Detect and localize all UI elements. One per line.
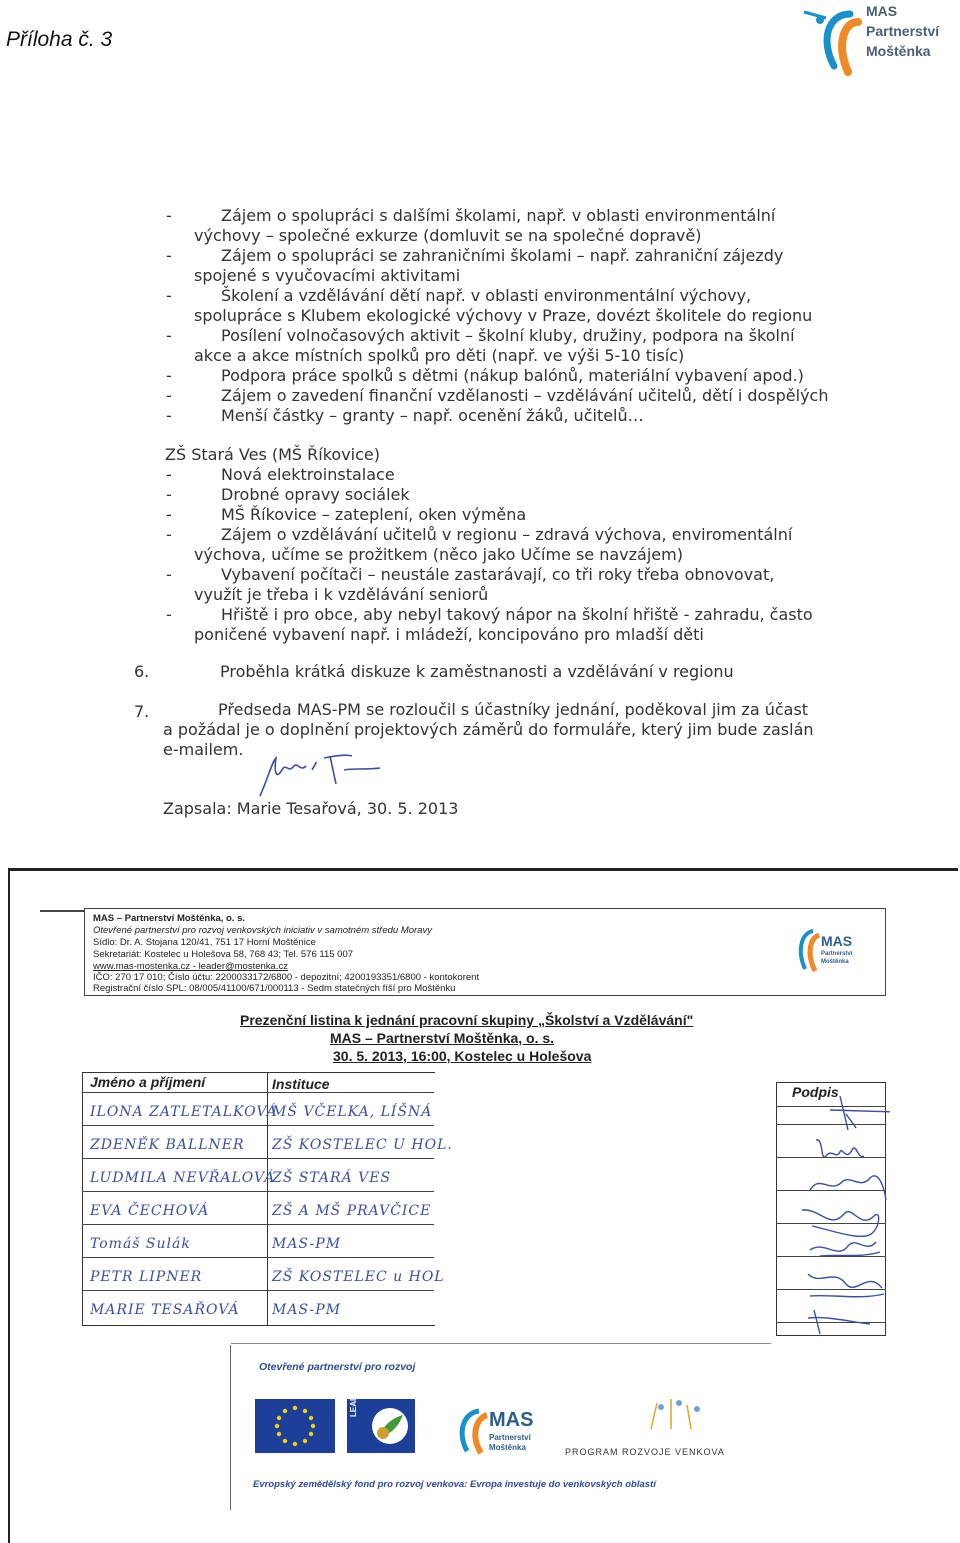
bullet-dash: - — [166, 525, 172, 544]
minutes-line-a: výchovy – společné exkurze (domluvit se na společné dopravě) — [194, 226, 702, 245]
item6-number: 6. — [134, 662, 150, 681]
logo-line1: MAS — [866, 3, 898, 19]
bullet-dash: - — [166, 605, 172, 624]
footer-top-line — [231, 1343, 771, 1344]
leader-emblem-icon — [369, 1405, 411, 1447]
organization-header — [84, 908, 886, 996]
org-ico: IČO: 270 17 010; Číslo účtu: 2200033172/6800 - depozitní; 4200193351/6800 - kontokorent — [93, 972, 480, 983]
row-name: LUDMILA NEVŘALOVÁ — [90, 1170, 276, 1186]
table-row-line — [82, 1224, 434, 1225]
item7-number: 7. — [134, 702, 150, 721]
sheet-mas-logo — [791, 923, 877, 979]
minutes-line-b: Drobné opravy sociálek — [221, 485, 410, 504]
bullet-dash: - — [166, 206, 172, 225]
sheet-logo-line2: Partnerství — [821, 951, 853, 957]
table-row-line — [82, 1257, 434, 1258]
footer-motto: Otevřené partnerství pro rozvoj — [259, 1361, 416, 1373]
mas-logo — [800, 0, 950, 80]
org-registration: Registrační číslo SPL: 08/005/41100/671/000113 - Sedm statečných fíší pro Moštěnku — [93, 983, 456, 994]
bullet-dash: - — [166, 465, 172, 484]
row-name: Tomáš Sulák — [90, 1236, 191, 1252]
bullet-dash: - — [166, 286, 172, 305]
row-institution: MŠ VČELKA, LÍŠNÁ — [272, 1104, 433, 1120]
minutes-line-b: využít je třeba i k vzdělávání seniorů — [194, 585, 489, 604]
sheet-logo-line1: MAS — [821, 933, 853, 949]
minutes-line-a: Školení a vzdělávání dětí např. v oblasti environmentální výchovy, — [221, 286, 752, 305]
leader-text: LEADER — [349, 1384, 358, 1417]
row-name: EVA ČECHOVÁ — [90, 1203, 210, 1219]
footer-mas-icon — [449, 1405, 489, 1455]
footer-mas-logo — [449, 1405, 559, 1455]
minutes-line-b: MŠ Říkovice – zateplení, oken výměna — [221, 505, 527, 524]
footer-fund: Evropský zemědělský fond pro rozvoj venkova: Evropa investuje do venkovských oblastí — [253, 1479, 656, 1490]
row-institution: ZŠ A MŠ PRAVČICE — [272, 1203, 432, 1219]
program-emblem-icon — [621, 1393, 731, 1433]
minutes-line-a: Posílení volnočasových aktivit – školní kluby, družiny, podpora na školní — [221, 326, 795, 345]
table-row-line — [82, 1125, 434, 1126]
sheet-logo-line3: Moštěnka — [821, 959, 849, 965]
org-seat: Sídlo: Dr. A. Stojana 120/41, 751 17 Horní Moštěnice — [93, 937, 316, 948]
col-name: Jméno a příjmení — [90, 1074, 206, 1090]
bullet-dash: - — [166, 366, 172, 385]
minutes-line-b: Hřiště i pro obce, aby nebyl takový nápor na školní hřiště - zahradu, často — [221, 605, 813, 624]
minutes-line-a: Menší částky – granty – např. ocenění žáků, učitelů… — [221, 406, 644, 425]
minutes-line-a: Zájem o zavedení finanční vzdělanosti – vzdělávání učitelů, dětí i dospělých — [221, 386, 829, 405]
minutes-line-b: Zájem o vzdělávání učitelů v regionu – zdravá výchova, enviromentální — [221, 525, 793, 544]
program-label: PROGRAM ROZVOJE VENKOVA — [565, 1447, 725, 1457]
org-web[interactable]: www.mas-mostenka.cz - leader@mostenka.cz — [93, 961, 288, 972]
row-institution: MAS-PM — [272, 1302, 342, 1318]
school-heading: ZŠ Stará Ves (MŠ Říkovice) — [165, 445, 381, 464]
footer-logo-line1: MAS — [489, 1409, 534, 1431]
minutes-line-a: Zájem o spolupráci s dalšími školami, např. v oblasti environmentální — [221, 206, 776, 225]
minutes-line-b: poničené vybavení např. i mládeží, koncipováno pro mladší děti — [194, 625, 704, 644]
table-row-line — [82, 1158, 434, 1159]
row-institution: MAS-PM — [272, 1236, 342, 1252]
bullet-dash: - — [166, 326, 172, 345]
minutes-line-b: výchova, učíme se prožitkem (něco jako Učíme se navzájem) — [194, 545, 683, 564]
handwritten-signature — [240, 748, 390, 803]
table-row-line — [82, 1290, 434, 1291]
row-name: ZDENĚK BALLNER — [90, 1137, 245, 1153]
sheet-footer — [230, 1345, 771, 1510]
mas-logo-icon — [800, 0, 870, 80]
table-row-line — [82, 1191, 434, 1192]
sheet-org-title: MAS – Partnerství Moštěnka, o. s. — [330, 1030, 555, 1046]
bullet-dash: - — [166, 406, 172, 425]
bullet-dash: - — [166, 386, 172, 405]
eu-flag-icon — [255, 1399, 335, 1453]
org-secretariat: Sekretariát: Kostelec u Holešova 58, 768 43; Tel. 576 115 007 — [93, 949, 354, 960]
logo-line3: Moštěnka — [866, 43, 931, 59]
sheet-logo-icon — [791, 925, 821, 975]
item7-line2: a požádal je o doplnění projektových záměrů do formuláře, který jim bude zaslán — [163, 720, 814, 739]
bullet-dash: - — [166, 485, 172, 504]
table-row-line — [82, 1092, 434, 1093]
minutes-line-a: Zájem o spolupráci se zahraničními školami – např. zahraniční zájezdy — [221, 246, 784, 265]
logo-line2: Partnerství — [866, 23, 940, 39]
recorded-by: Zapsala: Marie Tesařová, 30. 5. 2013 — [163, 799, 459, 818]
row-name: PETR LIPNER — [90, 1269, 203, 1285]
footer-logo-line3: Moštěnka — [489, 1443, 526, 1452]
footer-logo-line2: Partnerství — [489, 1433, 531, 1442]
minutes-page — [0, 120, 960, 850]
col-institution: Instituce — [272, 1076, 330, 1092]
sheet-edge-mark — [40, 910, 84, 912]
minutes-line-a: akce a akce místních spolků pro děti (např. ve výši 5-10 tisíc) — [194, 346, 685, 365]
bullet-dash: - — [166, 505, 172, 524]
row-institution: ZŠ KOSTELEC U HOL. — [272, 1137, 453, 1153]
leader-logo — [347, 1384, 415, 1453]
org-name: MAS – Partnerství Moštěnka, o. s. — [93, 913, 246, 924]
minutes-line-a: spolupráce s Klubem ekologické výchovy v Praze, dovézt školitele do regionu — [194, 306, 813, 325]
signatures — [790, 1090, 890, 1335]
sheet-date-place: 30. 5. 2013, 16:00, Kostelec u Holešova — [333, 1048, 592, 1064]
row-name: MARIE TESAŘOVÁ — [90, 1302, 240, 1318]
attachment-label: Příloha č. 3 — [6, 28, 113, 51]
item7-line1: Předseda MAS-PM se rozloučil s účastníky jednání, poděkoval jim za účast — [218, 700, 809, 719]
sheet-title: Prezenční listina k jednání pracovní skupiny „Školství a Vzdělávání" — [240, 1012, 694, 1028]
minutes-line-a: Podpora práce spolků s dětmi (nákup balónů, materiální vybavení apod.) — [221, 366, 804, 385]
row-name: ILONA ZATLETALKOVÁ — [90, 1104, 278, 1120]
minutes-line-a: spojené s vyučovacími aktivitami — [194, 266, 461, 285]
minutes-line-b: Vybavení počítači – neustále zastarávají, co tři roky třeba obnovovat, — [221, 565, 775, 584]
row-institution: ZŠ STARÁ VES — [272, 1170, 392, 1186]
bullet-dash: - — [166, 246, 172, 265]
bullet-dash: - — [166, 565, 172, 584]
row-institution: ZŠ KOSTELEC u HOL — [272, 1269, 445, 1285]
minutes-line-b: Nová elektroinstalace — [221, 465, 395, 484]
col-signature: Podpis — [792, 1084, 839, 1100]
item7-line3: e-mailem. — [163, 740, 244, 759]
org-motto: Otevřené partnerství pro rozvoj venkovských iniciativ v samotném středu Moravy — [93, 925, 432, 936]
item6-text: Proběhla krátká diskuze k zaměstnanosti a vzdělávání v regionu — [220, 662, 734, 681]
